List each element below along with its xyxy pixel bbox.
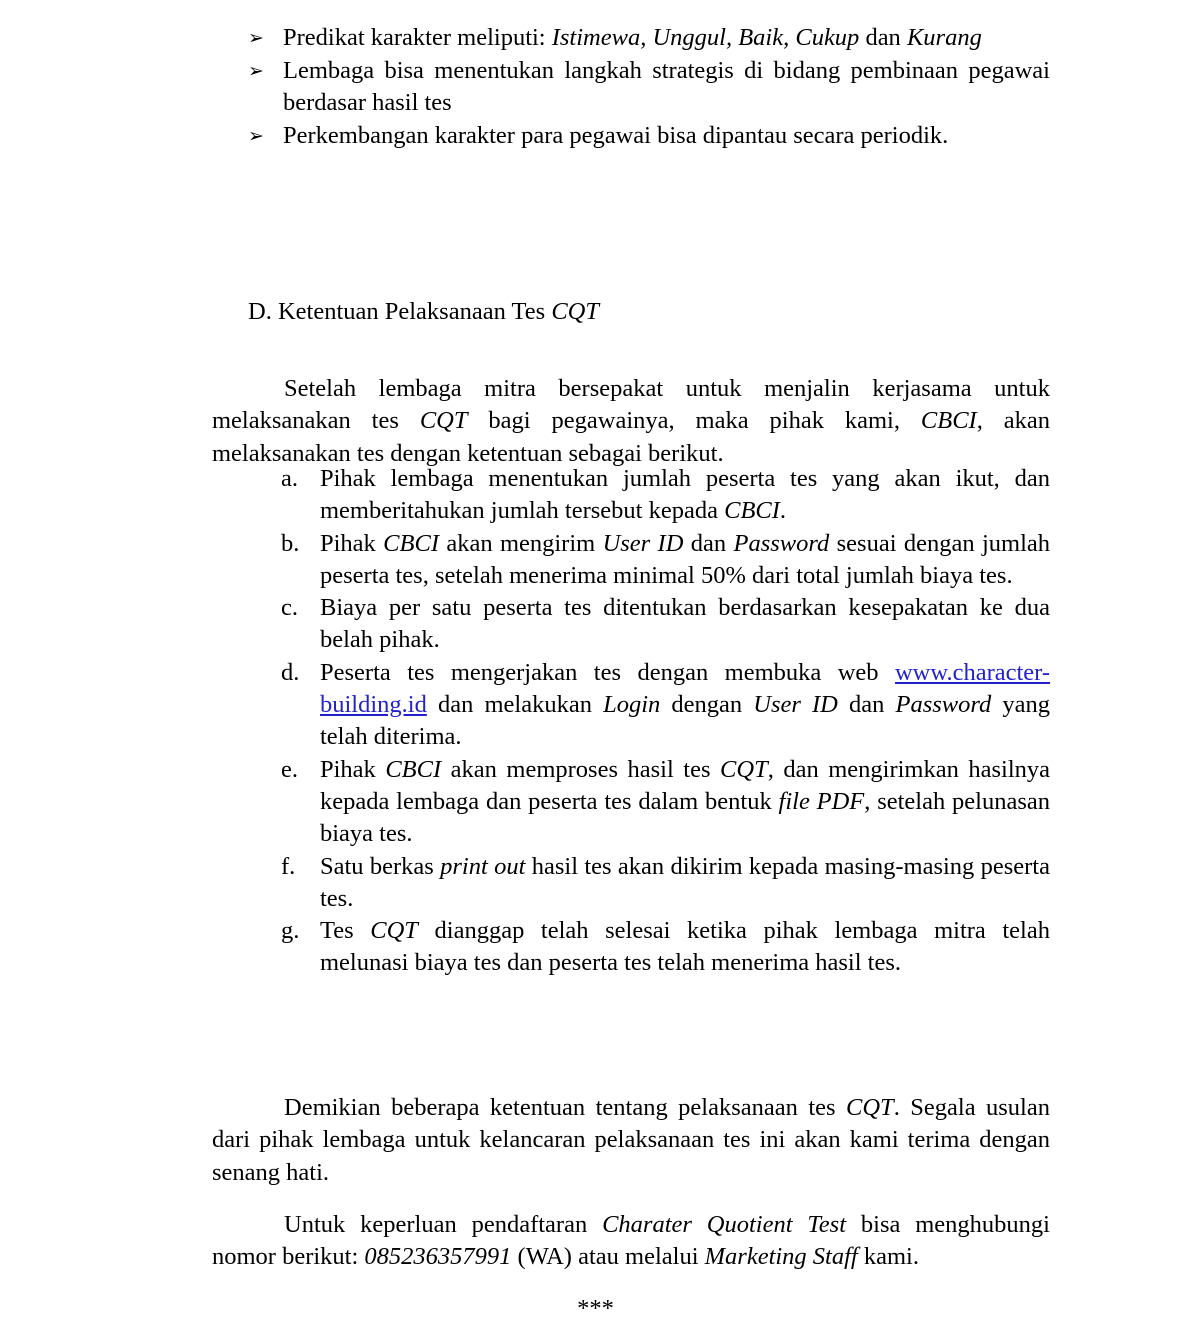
body-text: Perkembangan karakter para pegawai bisa dipantau secara periodik. xyxy=(283,121,949,149)
section-heading-text: D. Ketentuan Pelaksanaan Tes xyxy=(248,298,552,325)
contact-paragraph xyxy=(212,1209,1050,1274)
emphasis-text: Marketing Staff xyxy=(704,1243,858,1270)
emphasis-text: Kurang xyxy=(906,24,982,51)
body-text: . Segala usulan dari pihak lembaga untuk kelancaran pelaksanaan tes ini akan kami terima dengan senang hati. xyxy=(212,1093,1050,1186)
body-text: dianggap telah selesai ketika pihak lembaga mitra telah melunasi biaya tes dan peserta tes telah menerima hasil tes. xyxy=(320,917,1050,977)
list-item xyxy=(248,120,1050,153)
emphasis-text: print out xyxy=(440,852,526,880)
body-text: dan xyxy=(683,529,734,557)
body-text: Pihak xyxy=(320,755,386,783)
footer-asterisk-mark: *** xyxy=(577,1295,614,1322)
benefits-bullet-list xyxy=(248,22,1050,152)
list-item-text-b xyxy=(320,530,1050,589)
list-item xyxy=(281,463,1050,528)
emphasis-text: CQT xyxy=(846,1093,894,1121)
emphasis-text: Istimewa, Unggul, Baik, Cukup xyxy=(551,24,860,51)
body-text: (WA) atau melalui xyxy=(511,1243,705,1270)
emphasis-text: CBCI xyxy=(383,529,439,557)
body-text: Setelah lembaga mitra bersepakat untuk menjalin kerjasama untuk melaksanakan tes xyxy=(212,374,1050,434)
body-text: Tes xyxy=(320,917,371,945)
section-heading xyxy=(248,296,599,328)
body-text: kami. xyxy=(857,1243,919,1270)
list-item xyxy=(281,657,1050,754)
body-text: bagi pegawainya, maka pihak kami, xyxy=(467,407,921,434)
emphasis-text: Charater Quotient Test xyxy=(602,1210,847,1238)
emphasis-text: Password xyxy=(895,691,992,719)
body-text: , setelah pelunasan biaya tes. xyxy=(320,787,1050,848)
list-marker: b. xyxy=(281,529,300,557)
body-text: Untuk keperluan pendaftaran xyxy=(284,1210,603,1238)
body-text: yang telah diterima. xyxy=(320,691,1051,751)
list-item-text-f xyxy=(320,853,1050,912)
body-text: Lembaga bisa menentukan langkah strategis di bidang pembinaan pegawai berdasar hasil tes xyxy=(283,56,1050,116)
body-text: dengan xyxy=(660,691,754,719)
body-text: Satu berkas xyxy=(320,852,441,880)
bullet-item-text-perkembangan xyxy=(283,120,1050,153)
arrow-bullet-icon: ➢ xyxy=(248,27,264,49)
body-text: bisa menghubungi nomor berikut: xyxy=(212,1210,1050,1270)
emphasis-text: 085236357991 xyxy=(364,1243,512,1270)
list-item-text-e xyxy=(320,756,1050,848)
emphasis-text: CBCI xyxy=(385,755,442,783)
body-text: Pihak lembaga menentukan jumlah peserta tes yang akan ikut, dan memberitahukan jumlah tersebut kepada xyxy=(320,465,1050,525)
body-text: hasil tes akan dikirim kepada masing-masing peserta tes. xyxy=(320,852,1050,912)
list-item-text-d xyxy=(320,659,1050,751)
list-marker: d. xyxy=(281,658,300,686)
body-text: , akan melaksanakan tes dengan ketentuan sebagai berikut. xyxy=(212,407,1051,467)
emphasis-text: CQT xyxy=(370,917,418,945)
body-text: , dan mengirimkan hasilnya kepada lembaga dan peserta tes dalam bentuk xyxy=(320,755,1051,815)
list-item xyxy=(248,22,1050,55)
emphasis-text: Login xyxy=(603,691,661,719)
emphasis-text: file PDF xyxy=(778,787,865,815)
body-text: akan memproses hasil tes xyxy=(441,755,721,783)
emphasis-text: Password xyxy=(733,529,830,557)
list-item xyxy=(281,528,1050,593)
arrow-bullet-icon: ➢ xyxy=(248,124,264,147)
bullet-item-text-langkah-strategis xyxy=(283,55,1050,120)
list-marker: f. xyxy=(281,852,296,880)
list-marker: e. xyxy=(281,755,298,783)
body-text: dan xyxy=(837,691,896,719)
emphasis-text: CQT xyxy=(419,407,468,434)
body-text: Pihak xyxy=(320,529,384,557)
body-text: . xyxy=(779,497,787,525)
list-marker: a. xyxy=(281,465,298,492)
list-item xyxy=(281,754,1050,851)
bullet-item-text-predikat xyxy=(283,22,1050,55)
hyperlink-character-building[interactable]: www.character-building.id xyxy=(320,658,1050,719)
list-item-text-a xyxy=(320,465,1050,524)
emphasis-text: User ID xyxy=(753,691,838,719)
ketentuan-lettered-list xyxy=(281,463,1050,980)
list-item xyxy=(248,55,1050,120)
intro-paragraph xyxy=(212,373,1050,471)
emphasis-text: CQT xyxy=(720,755,768,783)
emphasis-text: CBCI xyxy=(724,497,780,525)
body-text: Demikian beberapa ketentuan tentang pelaksanaan tes xyxy=(284,1093,847,1121)
body-text: dan xyxy=(859,24,907,51)
body-text: Predikat karakter meliputi: xyxy=(283,24,552,51)
emphasis-text: CBCI xyxy=(920,407,977,434)
emphasis-text: User ID xyxy=(602,529,684,557)
list-item xyxy=(281,592,1050,657)
body-text: Biaya per satu peserta tes ditentukan berdasarkan kesepakatan ke dua belah pihak. xyxy=(320,594,1050,654)
body-text: dan melakukan xyxy=(426,691,604,719)
body-text: sesuai dengan jumlah peserta tes, setelah menerima minimal 50% dari total jumlah biaya tes. xyxy=(320,529,1050,589)
section-heading-acronym: CQT xyxy=(551,298,599,325)
body-text: akan mengirim xyxy=(438,529,603,557)
list-item xyxy=(281,851,1050,916)
list-marker: c. xyxy=(281,594,298,622)
list-marker: g. xyxy=(281,917,300,945)
closing-paragraph xyxy=(212,1092,1050,1190)
body-text: Peserta tes mengerjakan tes dengan membuka web xyxy=(320,658,895,686)
list-item-text-c xyxy=(320,594,1050,653)
arrow-bullet-icon: ➢ xyxy=(248,59,264,82)
list-item-text-g xyxy=(320,917,1050,976)
list-item xyxy=(281,915,1050,980)
